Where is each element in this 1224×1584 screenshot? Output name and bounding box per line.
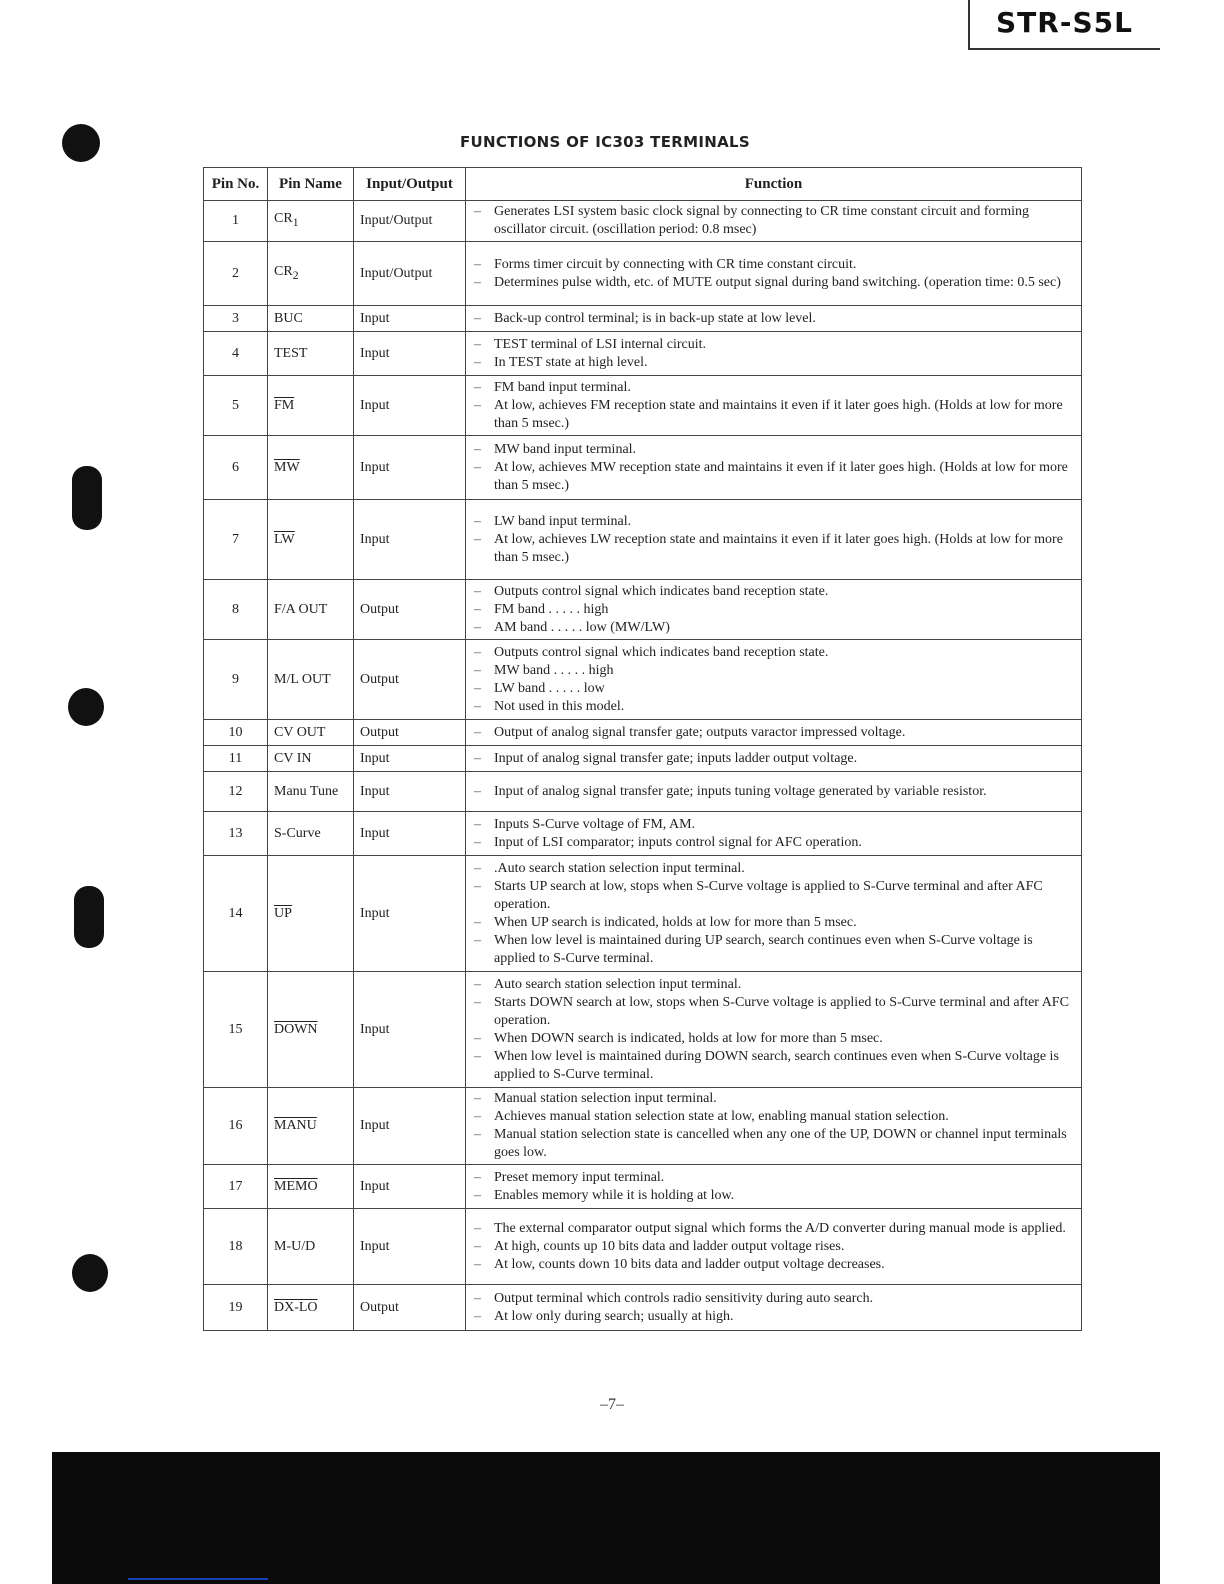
function-line: – Manual station selection state is cancelled when any one of the UP, DOWN or channel input terminals goes low. [472,1126,1075,1162]
function-cell [466,306,1082,332]
pin-name-text: CR [274,263,293,279]
function-line: – At low, counts down 10 bits data and ladder output voltage decreases. [472,1256,1075,1274]
input-output-cell: Input/Output [354,201,466,242]
function-line: – LW band . . . . . low [472,680,1075,698]
function-line: – Input of LSI comparator; inputs control signal for AFC operation. [472,834,1075,852]
function-line: – When low level is maintained during UP search, search continues even when S-Curve voltage is applied to S-Curve terminal. [472,932,1075,968]
function-cell [466,812,1082,856]
pin-name-text: $\overline{MW}$ [274,459,300,475]
pin-number-cell: 4 [204,332,268,376]
pin-number-cell: 2 [204,242,268,306]
function-list [472,724,1075,742]
pin-name-cell [268,1088,354,1165]
pin-name-cell [268,306,354,332]
table-row [204,376,1082,436]
function-list [472,1290,1075,1326]
table-row [204,332,1082,376]
column-header-pin-name: Pin Name [268,168,354,201]
function-line: – FM band input terminal. [472,379,1075,397]
function-list [472,860,1075,968]
table-row [204,436,1082,500]
pin-name-text: CV IN [274,750,312,766]
terminals-table [203,167,1082,1331]
input-output-cell: Input [354,436,466,500]
binder-hole-1 [62,124,100,162]
function-cell [466,720,1082,746]
pin-name-cell [268,332,354,376]
input-output-cell: Input [354,972,466,1088]
scan-edge-line [128,1578,268,1580]
table-row [204,306,1082,332]
function-line: – Input of analog signal transfer gate; inputs ladder output voltage. [472,750,1075,768]
function-list [472,256,1075,292]
pin-number-cell: 1 [204,201,268,242]
pin-name-text: TEST [274,345,308,361]
pin-number-cell: 15 [204,972,268,1088]
function-list [472,203,1075,239]
table-row [204,1088,1082,1165]
pin-name-text: $\overline{FM}$ [274,397,295,413]
function-list [472,816,1075,852]
pin-name-cell [268,972,354,1088]
pin-name-cell [268,376,354,436]
function-line: – TEST terminal of LSI internal circuit. [472,336,1075,354]
function-line: – FM band . . . . . high [472,601,1075,619]
input-output-cell: Input/Output [354,242,466,306]
function-line: – Achieves manual station selection state at low, enabling manual station selection. [472,1108,1075,1126]
binder-hole-3 [68,688,104,726]
function-line: – Starts UP search at low, stops when S-Curve voltage is applied to S-Curve terminal and after AFC operation. [472,878,1075,914]
input-output-cell: Output [354,580,466,640]
function-line: – MW band . . . . . high [472,662,1075,680]
function-list [472,583,1075,637]
input-output-cell: Input [354,746,466,772]
pin-number-cell: 11 [204,746,268,772]
function-cell [466,436,1082,500]
pin-name-cell [268,580,354,640]
table-row [204,580,1082,640]
function-line: – .Auto search station selection input terminal. [472,860,1075,878]
function-line: – At high, counts up 10 bits data and ladder output voltage rises. [472,1238,1075,1256]
function-line: – Forms timer circuit by connecting with CR time constant circuit. [472,256,1075,274]
pin-name-text: Manu Tune [274,783,339,799]
function-line: – MW band input terminal. [472,441,1075,459]
pin-name-text: F/A OUT [274,601,328,617]
pin-name-cell [268,500,354,580]
function-list [472,336,1075,372]
function-list [472,1220,1075,1274]
pin-number-cell: 7 [204,500,268,580]
pin-name-cell [268,812,354,856]
function-list [472,783,1075,801]
function-line: – Determines pulse width, etc. of MUTE output signal during band switching. (operation time: 0.5 sec) [472,274,1075,292]
function-list [472,379,1075,433]
function-list [472,750,1075,768]
table-row [204,972,1082,1088]
pin-name-text: MEMO [274,1178,318,1194]
table-row [204,812,1082,856]
binder-hole-2 [72,466,102,530]
table-row [204,640,1082,720]
pin-number-cell: 18 [204,1209,268,1285]
function-line: – When low level is maintained during DOWN search, search continues even when S-Curve voltage is applied to S-Curve terminal. [472,1048,1075,1084]
function-cell [466,1285,1082,1331]
pin-number-cell: 17 [204,1165,268,1209]
function-cell [466,772,1082,812]
table-row [204,746,1082,772]
function-cell [466,1088,1082,1165]
table-row [204,856,1082,972]
table-row [204,1285,1082,1331]
pin-name-text: S-Curve [274,825,321,841]
input-output-cell: Input [354,772,466,812]
function-line: – Outputs control signal which indicates band reception state. [472,644,1075,662]
column-header-function: Function [466,168,1082,201]
function-line: – LW band input terminal. [472,513,1075,531]
table-row [204,720,1082,746]
pin-number-cell: 19 [204,1285,268,1331]
pin-name-text: CR [274,211,293,227]
pin-number-cell: 13 [204,812,268,856]
table-row [204,500,1082,580]
function-line: – At low, achieves FM reception state and maintains it even if it later goes high. (Holds at low for more than 5 msec.) [472,397,1075,433]
input-output-cell: Input [354,856,466,972]
pin-name-text: CV OUT [274,724,326,740]
function-line: – At low only during search; usually at high. [472,1308,1075,1326]
function-line: – At low, achieves LW reception state and maintains it even if it later goes high. (Holds at low for more than 5 msec.) [472,531,1075,567]
function-list [472,441,1075,495]
function-line: – Input of analog signal transfer gate; inputs tuning voltage generated by variable resistor. [472,783,1075,801]
function-cell [466,640,1082,720]
pin-name-cell [268,1165,354,1209]
pin-name-cell [268,772,354,812]
pin-name-cell [268,201,354,242]
pin-name-text: $\overline{UP}$ [274,905,292,921]
pin-number-cell: 5 [204,376,268,436]
pin-name-cell [268,640,354,720]
pin-name-text: $\overline{LW}$ [274,531,295,547]
input-output-cell: Input [354,376,466,436]
function-list [472,1169,1075,1205]
pin-name-text: DOWN [274,1021,318,1037]
function-line: – Starts DOWN search at low, stops when S-Curve voltage is applied to S-Curve terminal and after AFC operation. [472,994,1075,1030]
function-cell [466,1209,1082,1285]
function-cell [466,201,1082,242]
pin-name-text: M/L OUT [274,671,331,687]
pin-number-cell: 3 [204,306,268,332]
pin-name-cell [268,1209,354,1285]
function-line: – The external comparator output signal which forms the A/D converter during manual mode is applied. [472,1220,1075,1238]
function-line: – Generates LSI system basic clock signal by connecting to CR time constant circuit and forming oscillator circuit. (oscillation period: 0.8 msec) [472,203,1075,239]
function-line: – Output of analog signal transfer gate; outputs varactor impressed voltage. [472,724,1075,742]
function-cell [466,746,1082,772]
pin-name-cell [268,1285,354,1331]
pin-number-cell: 14 [204,856,268,972]
model-name: STR-S5L [996,6,1133,39]
pin-name-cell [268,242,354,306]
input-output-cell: Input [354,1209,466,1285]
function-line: – Output terminal which controls radio sensitivity during auto search. [472,1290,1075,1308]
table-row [204,772,1082,812]
page-title: FUNCTIONS OF IC303 TERMINALS [460,133,750,151]
binder-hole-5 [72,1254,108,1292]
pin-name-cell [268,856,354,972]
function-cell [466,332,1082,376]
function-line: – AM band . . . . . low (MW/LW) [472,619,1075,637]
pin-name-cell [268,436,354,500]
function-line: – Enables memory while it is holding at low. [472,1187,1075,1205]
function-list [472,644,1075,716]
function-line: – Preset memory input terminal. [472,1169,1075,1187]
pin-name-cell [268,720,354,746]
table-body [204,201,1082,1331]
pin-name-text: M-U/D [274,1238,316,1254]
function-cell [466,242,1082,306]
function-line: – Inputs S-Curve voltage of FM, AM. [472,816,1075,834]
pin-number-cell: 6 [204,436,268,500]
input-output-cell: Input [354,1165,466,1209]
input-output-cell: Input [354,812,466,856]
table-row [204,201,1082,242]
pin-name-text: MANU [274,1118,317,1133]
function-list [472,1090,1075,1162]
pin-number-cell: 12 [204,772,268,812]
input-output-cell: Input [354,500,466,580]
function-list [472,976,1075,1084]
pin-name-cell [268,746,354,772]
function-cell [466,500,1082,580]
function-list [472,310,1075,328]
function-list [472,513,1075,567]
function-line: – Manual station selection input terminal. [472,1090,1075,1108]
function-line: – At low, achieves MW reception state and maintains it even if it later goes high. (Holds at low for more than 5 msec.) [472,459,1075,495]
function-line: – In TEST state at high level. [472,354,1075,372]
function-line: – Outputs control signal which indicates band reception state. [472,583,1075,601]
pin-name-text: DX-LO [274,1299,318,1315]
input-output-cell: Output [354,1285,466,1331]
function-line: – Back-up control terminal; is in back-up state at low level. [472,310,1075,328]
table-row [204,1165,1082,1209]
input-output-cell: Input [354,332,466,376]
function-line: – Auto search station selection input terminal. [472,976,1075,994]
pin-number-cell: 9 [204,640,268,720]
table-row [204,1209,1082,1285]
function-line: – When UP search is indicated, holds at low for more than 5 msec. [472,914,1075,932]
function-cell [466,376,1082,436]
scan-bottom-band [52,1452,1160,1584]
input-output-cell: Input [354,1088,466,1165]
page-number: –7– [600,1396,624,1413]
function-line: – Not used in this model. [472,698,1075,716]
table-row [204,242,1082,306]
input-output-cell: Input [354,306,466,332]
function-cell [466,1165,1082,1209]
pin-name-subscript: 1 [292,215,299,229]
table-header-row [204,168,1082,201]
function-line: – When DOWN search is indicated, holds at low for more than 5 msec. [472,1030,1075,1048]
column-header-input-output: Input/Output [354,168,466,201]
binder-hole-4 [74,886,104,948]
function-cell [466,972,1082,1088]
pin-number-cell: 8 [204,580,268,640]
pin-number-cell: 16 [204,1088,268,1165]
function-cell [466,580,1082,640]
input-output-cell: Output [354,720,466,746]
function-cell [466,856,1082,972]
pin-name-subscript: 2 [292,268,299,282]
input-output-cell: Output [354,640,466,720]
pin-number-cell: 10 [204,720,268,746]
pin-name-text: BUC [274,310,303,326]
column-header-pin-no: Pin No. [204,168,268,201]
